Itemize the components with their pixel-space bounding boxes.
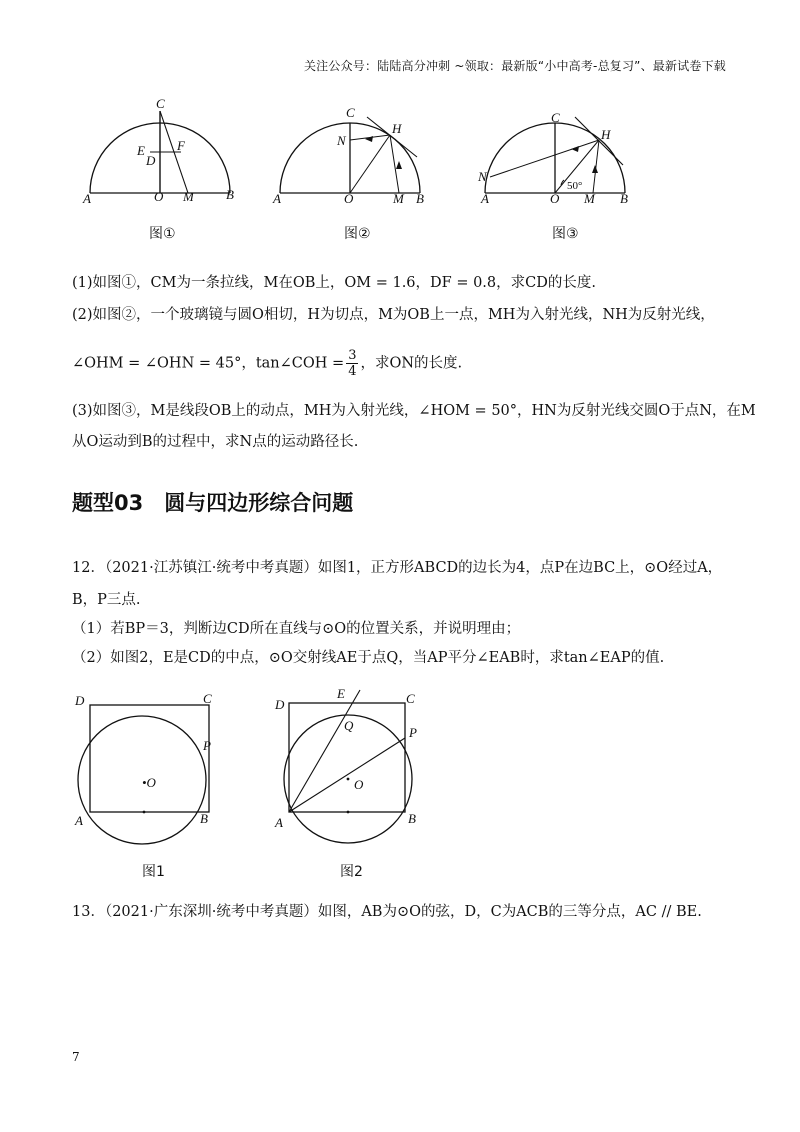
label-O: O <box>154 189 164 204</box>
caption: 图① <box>149 226 176 242</box>
figure-q12-2 <box>270 682 440 882</box>
q11-cond-a: ∠OHM = ∠OHN = 45°，tan∠COH = <box>72 355 345 372</box>
q11-part2-condition <box>72 348 462 379</box>
figure-3 <box>475 95 675 250</box>
fraction-numerator: 3 <box>348 348 357 363</box>
label-O: O <box>550 191 560 206</box>
label-D: D <box>146 153 156 168</box>
caption: 图③ <box>552 226 579 242</box>
label-M: M <box>183 189 194 204</box>
q12-part1: （1）若BP＝3，判断边CD所在直线与⊙O的位置关系，并说明理由； <box>72 621 521 637</box>
label-E: E <box>137 143 145 158</box>
label-B: B <box>620 191 628 206</box>
label-O: •O <box>142 775 156 790</box>
page-header: 关注公众号：陆陆高分冲刺 ~领取：最新版“小中高考-总复习”、最新试卷下载 <box>303 59 726 73</box>
q11-part2: (2)如图②，一个玻璃镜与圆O相切，H为切点，M为OB上一点，MH为入射光线，NH为反射光线， <box>72 307 715 323</box>
caption: 图② <box>344 226 371 242</box>
caption: 图2 <box>340 864 363 880</box>
angle-label: 50° <box>567 180 583 192</box>
q12-part2: （2）如图2，E是CD的中点，⊙O交射线AE于点Q，当AP平分∠EAB时，求tan∠EAP的值. <box>72 650 665 666</box>
q11-part3: (3)如图③，M是线段OB上的动点，MH为入射光线，∠HOM = 50°，HN为反射光线交圆O于点N，在M <box>72 403 756 419</box>
q12-line1: 12．（2021·江苏镇江·统考中考真题）如图1，正方形ABCD的边长为4，点P在边BC上，⊙O经过A， <box>72 560 723 576</box>
label-F: F <box>177 138 185 153</box>
fraction <box>346 348 358 379</box>
label-B: B <box>416 191 424 206</box>
label-A: A <box>83 191 91 206</box>
label-C: C <box>406 691 415 706</box>
label-C: C <box>203 691 212 706</box>
caption: 图1 <box>142 864 165 880</box>
label-M: M <box>584 191 595 206</box>
figure-q12-1 <box>72 690 232 885</box>
figure-1 <box>70 95 270 250</box>
label-H: H <box>601 127 611 142</box>
label-A: A <box>75 813 83 828</box>
label-A: A <box>481 191 489 206</box>
label-A: A <box>273 191 281 206</box>
figure-2 <box>265 95 465 250</box>
label-C: C <box>156 96 165 111</box>
q11-part1: (1)如图①，CM为一条拉线，M在OB上，OM = 1.6，DF = 0.8，求CD的长度. <box>72 275 596 291</box>
label-H: H <box>392 121 402 136</box>
label-Q: Q <box>344 718 354 733</box>
fraction-denominator: 4 <box>348 364 357 379</box>
label-B: B <box>408 811 416 826</box>
label-N: N <box>478 169 487 184</box>
q12-line2: B，P三点. <box>72 592 141 608</box>
label-B: B <box>200 811 208 826</box>
q11-cond-b: ，求ON的长度. <box>360 355 463 372</box>
label-D: D <box>275 697 285 712</box>
section-title: 题型03 圆与四边形综合问题 <box>72 491 354 515</box>
q13-line1: 13．（2021·广东深圳·统考中考真题）如图，AB为⊙O的弦，D，C为ACB的三等分点，AC // BE. <box>72 904 702 920</box>
label-P: P <box>203 738 211 753</box>
label-P: P <box>409 725 417 740</box>
label-C: C <box>346 105 355 120</box>
label-C: C <box>551 110 560 125</box>
page-number: 7 <box>72 1050 80 1064</box>
label-N: N <box>337 133 346 148</box>
label-E: E <box>337 686 345 701</box>
q11-part3-cont: 从O运动到B的过程中，求N点的运动路径长. <box>72 434 359 450</box>
label-A: A <box>275 815 283 830</box>
label-M: M <box>393 191 404 206</box>
label-D: D <box>75 693 85 708</box>
label-B: B <box>226 187 234 202</box>
label-O: O <box>354 777 364 792</box>
label-O: O <box>344 191 354 206</box>
